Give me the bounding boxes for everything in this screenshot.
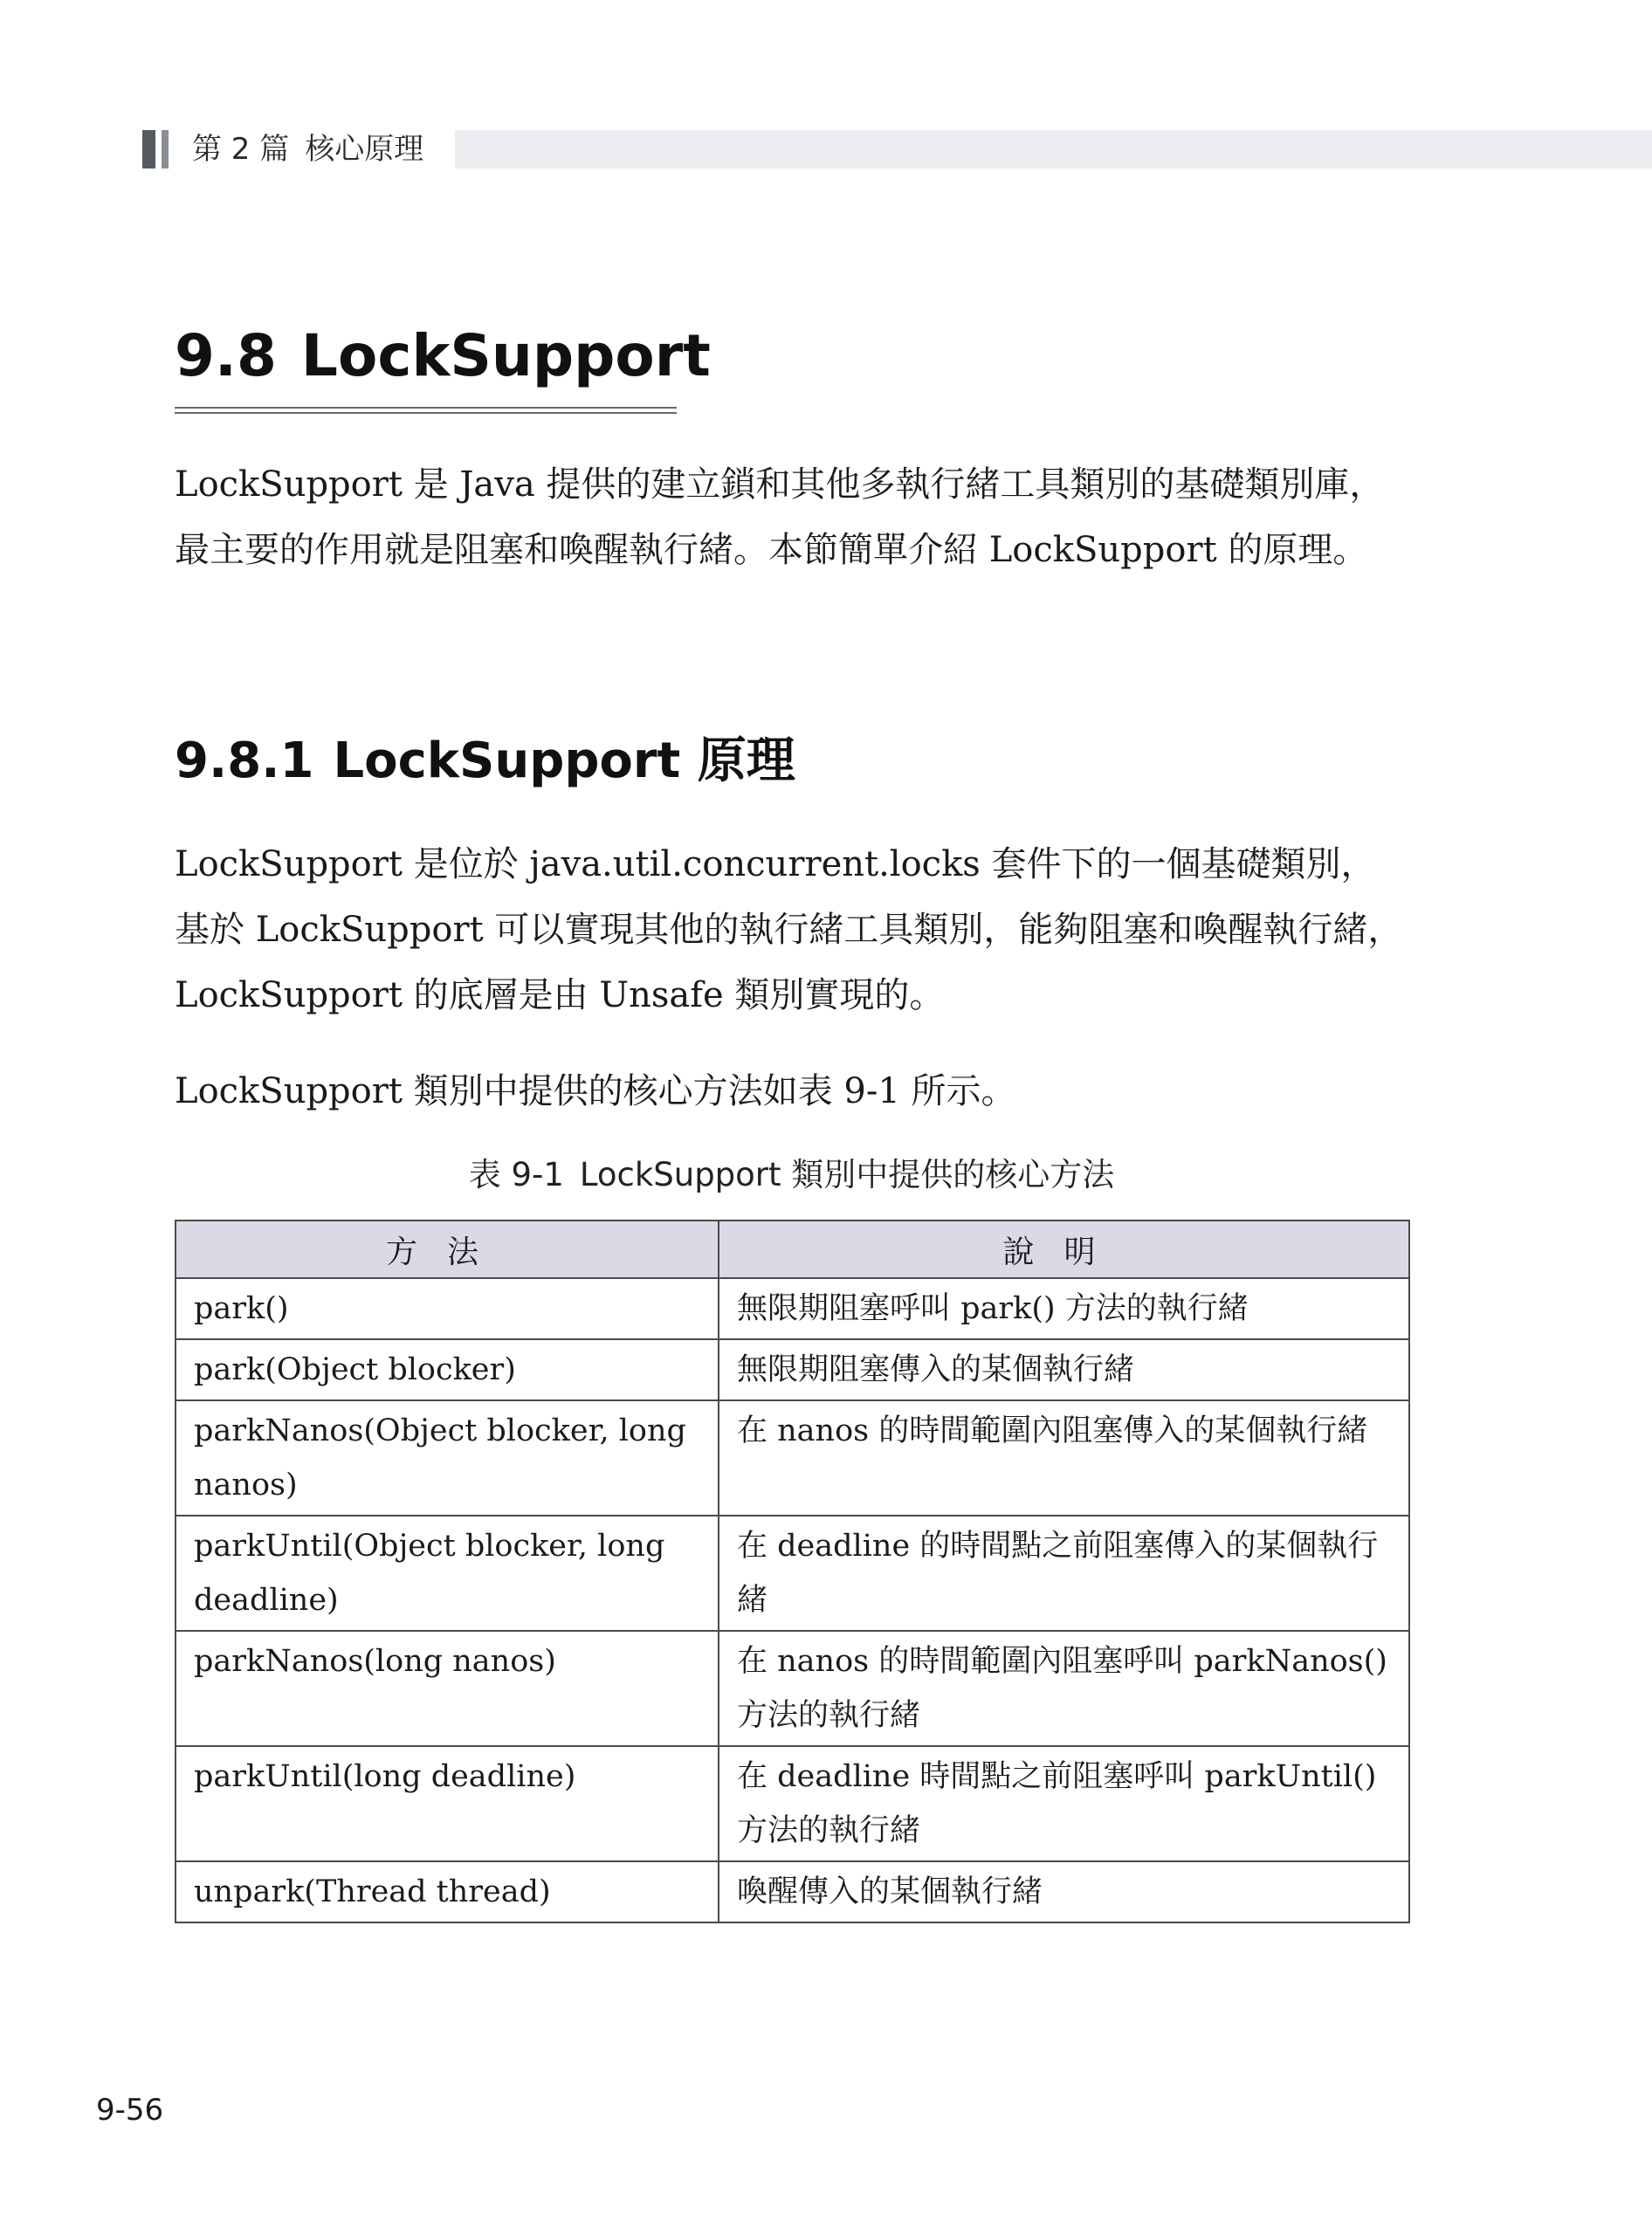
page-number: 9-56 xyxy=(96,2093,164,2128)
subsection-number: 9.8.1 xyxy=(175,732,314,789)
running-header xyxy=(142,130,1652,168)
table-caption-text: LockSupport 類別中提供的核心方法 xyxy=(579,1156,1115,1193)
method-cell: park() xyxy=(176,1278,719,1339)
heading-rule-bottom xyxy=(175,412,677,414)
subsection-paragraph-1: LockSupport 是位於 java.util.concurrent.locks 套件下的一個基礎類別，基於 LockSupport 可以實現其他的執行緒工具類別，能夠阻塞和喚醒執行緒，LockSupport 的底層是由 Unsafe 類別實現的。 xyxy=(175,844,1403,1015)
subsection-heading xyxy=(175,726,795,796)
header-part: 第 2 篇 xyxy=(192,132,290,167)
subsection-title: LockSupport 原理 xyxy=(333,732,795,789)
description-cell: 喚醒傳入的某個執行緒 xyxy=(719,1861,1409,1922)
table-row xyxy=(176,1746,1409,1861)
description-cell: 無限期阻塞呼叫 park() 方法的執行緒 xyxy=(719,1278,1409,1339)
heading-rule-top xyxy=(175,407,677,409)
table-caption xyxy=(175,1151,1408,1200)
column-header-method: 方法 xyxy=(176,1221,719,1278)
description-cell: 在 deadline 時間點之前阻塞呼叫 parkUntil() 方法的執行緒 xyxy=(719,1746,1409,1861)
header-band xyxy=(455,130,1652,168)
methods-table xyxy=(175,1220,1410,1923)
table-row xyxy=(176,1516,1409,1631)
table-row xyxy=(176,1339,1409,1400)
header-bar-dark xyxy=(142,130,155,168)
method-cell: parkNanos(Object blocker, long nanos) xyxy=(176,1400,719,1516)
section-number: 9.8 xyxy=(175,322,277,389)
description-cell: 在 nanos 的時間範圍內阻塞呼叫 parkNanos() 方法的執行緒 xyxy=(719,1631,1409,1746)
method-cell: parkNanos(long nanos) xyxy=(176,1631,719,1746)
method-cell: unpark(Thread thread) xyxy=(176,1861,719,1922)
header-title: 核心原理 xyxy=(305,132,424,167)
table-caption-label: 表 9-1 xyxy=(468,1156,564,1193)
description-cell: 在 nanos 的時間範圍內阻塞傳入的某個執行緒 xyxy=(719,1400,1409,1516)
table-row xyxy=(176,1278,1409,1339)
section-intro-paragraph: LockSupport 是 Java 提供的建立鎖和其他多執行緒工具類別的基礎類別庫，最主要的作用就是阻塞和喚醒執行緒。本節簡單介紹 LockSupport 的原理。 xyxy=(175,464,1385,570)
subsection-paragraph-2: LockSupport 類別中提供的核心方法如表 9-1 所示。 xyxy=(175,1071,1016,1111)
section-title: LockSupport xyxy=(300,322,711,389)
column-header-description: 說明 xyxy=(719,1221,1409,1278)
table-header-row xyxy=(176,1221,1409,1278)
table-row xyxy=(176,1631,1409,1746)
section-heading xyxy=(175,321,711,391)
description-cell: 在 deadline 的時間點之前阻塞傳入的某個執行緒 xyxy=(719,1516,1409,1631)
description-cell: 無限期阻塞傳入的某個執行緒 xyxy=(719,1339,1409,1400)
table-row xyxy=(176,1400,1409,1516)
header-bar-light xyxy=(162,130,169,168)
method-cell: parkUntil(long deadline) xyxy=(176,1746,719,1861)
table-row xyxy=(176,1861,1409,1922)
header-text xyxy=(192,130,423,168)
method-cell: park(Object blocker) xyxy=(176,1339,719,1400)
method-cell: parkUntil(Object blocker, long deadline) xyxy=(176,1516,719,1631)
